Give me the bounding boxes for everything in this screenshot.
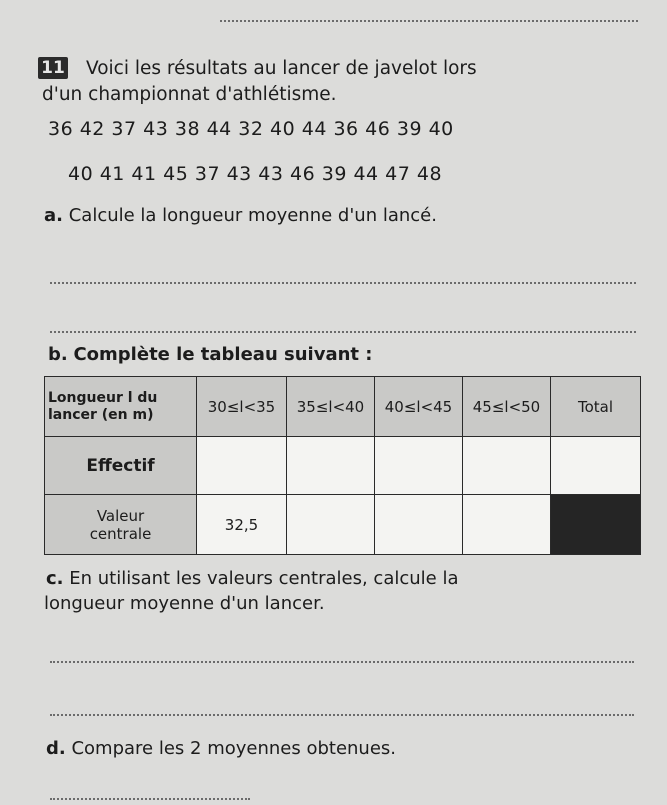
question-b [48,344,373,365]
table-header-row [45,377,641,437]
header-total: Total [551,377,641,437]
effectif-cell-1[interactable] [197,437,287,495]
top-dotted-line [220,20,638,22]
answer-line-c2 [50,714,634,716]
row-valeur-line-2: centrale [89,524,152,543]
effectif-cell-total[interactable] [551,437,641,495]
question-c-line-2: longueur moyenne d'un lancer. [44,593,325,614]
header-length-line-2: lancer (en m) [48,406,154,423]
valeur-cell-2[interactable] [287,495,375,555]
question-a-letter: a. [44,205,63,226]
intro-line-2: d'un championnat d'athlétisme. [42,84,337,105]
intro-line-1: Voici les résultats au lancer de javelot lors [86,58,477,79]
question-c-text-1: En utilisant les valeurs centrales, calcule la [69,568,459,589]
header-interval-3: 40≤l<45 [375,377,463,437]
table-row-effectif [45,437,641,495]
effectif-cell-3[interactable] [375,437,463,495]
question-a [44,205,437,226]
answer-line-d1 [50,798,250,800]
answer-line-a2 [50,331,636,333]
question-b-text: Complète le tableau suivant : [73,344,373,365]
valeur-cell-3[interactable] [375,495,463,555]
answer-line-a1 [50,282,636,284]
header-interval-4: 45≤l<50 [463,377,551,437]
numbers-line-2: 40 41 41 45 37 43 43 46 39 44 47 48 [68,163,443,185]
table-row-valeur-centrale [45,495,641,555]
row-effectif-label: Effectif [45,437,197,495]
row-valeur-label [45,495,197,555]
header-length-line-1: Longueur l du [48,389,158,406]
question-d-letter: d. [46,738,66,759]
valeur-cell-total-blocked [551,495,641,555]
header-interval-1: 30≤l<35 [197,377,287,437]
numbers-line-1: 36 42 37 43 38 44 32 40 44 36 46 39 40 [48,118,454,140]
question-a-text: Calcule la longueur moyenne d'un lancé. [68,205,437,226]
question-b-letter: b. [48,344,68,365]
valeur-cell-4[interactable] [463,495,551,555]
row-valeur-line-1: Valeur [96,506,145,525]
question-c-letter: c. [46,568,64,589]
question-d-text: Compare les 2 moyennes obtenues. [71,738,397,759]
effectif-cell-4[interactable] [463,437,551,495]
question-c-line-1 [46,568,458,589]
header-interval-2: 35≤l<40 [287,377,375,437]
question-d [46,738,396,759]
valeur-cell-1: 32,5 [197,495,287,555]
exercise-number-badge: 11 [38,57,68,79]
header-length-cell [45,377,197,437]
effectif-cell-2[interactable] [287,437,375,495]
frequency-table [44,376,641,555]
answer-line-c1 [50,661,634,663]
